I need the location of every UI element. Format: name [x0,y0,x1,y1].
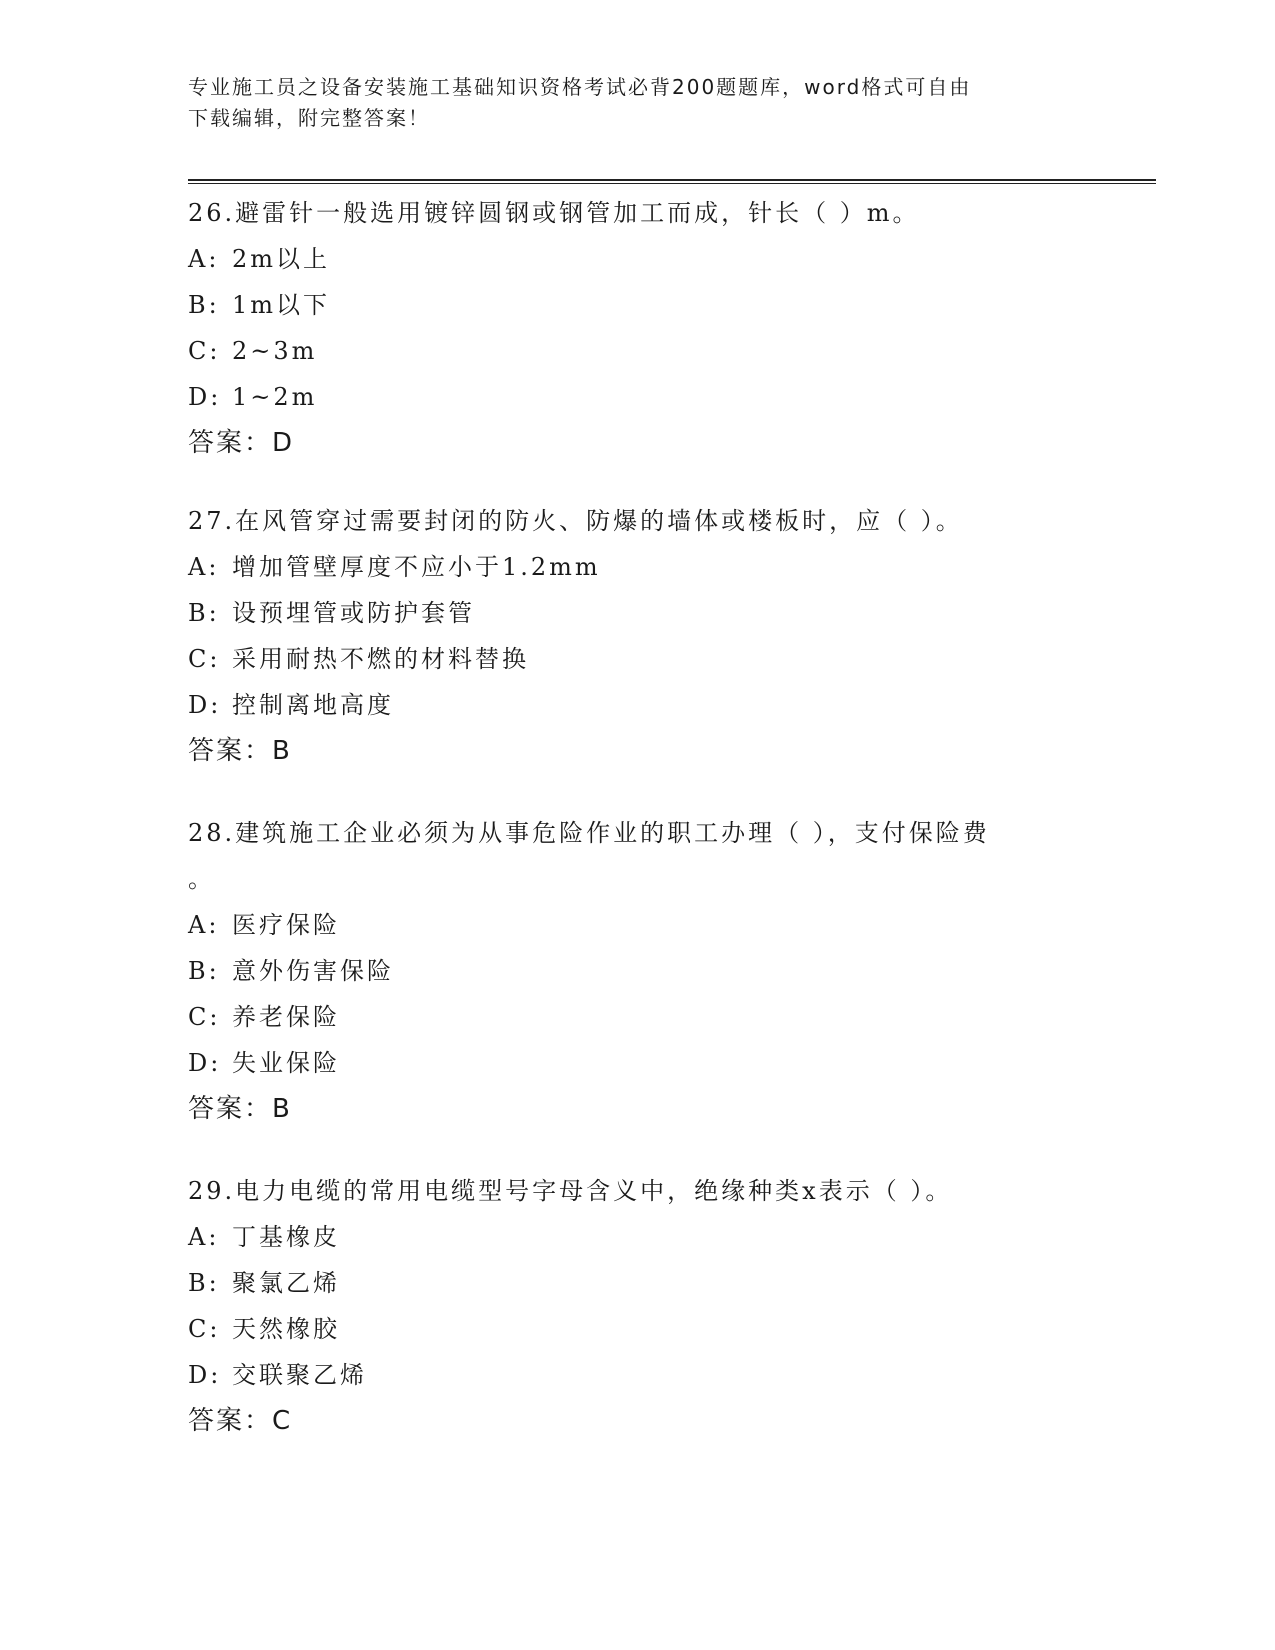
option-d [188,682,1088,728]
option-c [188,636,1088,682]
option-text: 聚氯乙烯 [232,1269,340,1297]
option-a [188,902,1088,948]
option-b [188,948,1088,994]
option-text: 2~3m [232,337,318,365]
option-key: D: [188,1049,222,1077]
option-text: 控制离地高度 [232,691,394,719]
option-text: 失业保险 [232,1049,340,1077]
option-key: A: [188,911,220,939]
question-stem: 28.建筑施工企业必须为从事危险作业的职工办理（ ），支付保险费 [188,819,990,847]
question-27 [188,498,1088,774]
option-text: 增加管壁厚度不应小于1.2mm [232,553,601,581]
option-key: B: [188,1269,220,1297]
question-26 [188,190,1088,466]
option-key: A: [188,245,220,273]
option-key: A: [188,553,220,581]
option-key: B: [188,957,220,985]
option-text: 采用耐热不燃的材料替换 [232,645,529,673]
option-b [188,1260,1088,1306]
option-c [188,1306,1088,1352]
option-key: D: [188,383,222,411]
answer: 答案：C [188,1406,293,1436]
option-text: 2m以上 [232,245,331,273]
option-text: 意外伤害保险 [232,957,394,985]
option-key: C: [188,1003,221,1031]
option-text: 交联聚乙烯 [232,1361,367,1389]
question-29 [188,1168,1088,1444]
question-stem-continuation: 。 [188,865,215,893]
option-text: 养老保险 [232,1003,340,1031]
option-key: C: [188,337,221,365]
option-a [188,544,1088,590]
option-text: 1m以下 [232,291,331,319]
question-stem: 27.在风管穿过需要封闭的防火、防爆的墙体或楼板时，应（ ）。 [188,507,963,535]
header-divider-thin [188,183,1156,184]
option-a [188,1214,1088,1260]
option-text: 设预埋管或防护套管 [232,599,475,627]
option-text: 天然橡胶 [232,1315,340,1343]
option-d [188,1352,1088,1398]
header-line-1: 专业施工员之设备安装施工基础知识资格考试必背200题题库，word格式可自由 [188,75,972,99]
answer: 答案：D [188,428,295,458]
option-key: C: [188,645,221,673]
option-key: A: [188,1223,220,1251]
option-key: D: [188,691,222,719]
option-text: 1~2m [232,383,318,411]
option-key: C: [188,1315,221,1343]
option-a [188,236,1088,282]
option-key: D: [188,1361,222,1389]
question-stem: 29.电力电缆的常用电缆型号字母含义中，绝缘种类x表示（ ）。 [188,1177,953,1205]
option-d [188,1040,1088,1086]
option-c [188,994,1088,1040]
question-stem: 26.避雷针一般选用镀锌圆钢或钢管加工而成，针长（ ）m。 [188,199,920,227]
option-b [188,282,1088,328]
option-b [188,590,1088,636]
option-d [188,374,1088,420]
option-key: B: [188,599,220,627]
answer: 答案：B [188,736,292,766]
question-28 [188,810,1088,1132]
header-line-2: 下载编辑，附完整答案！ [188,106,430,130]
document-header [188,72,1068,134]
option-text: 医疗保险 [232,911,340,939]
option-c [188,328,1088,374]
answer: 答案：B [188,1094,292,1124]
header-divider-thick [188,179,1156,181]
option-text: 丁基橡皮 [232,1223,340,1251]
option-key: B: [188,291,220,319]
